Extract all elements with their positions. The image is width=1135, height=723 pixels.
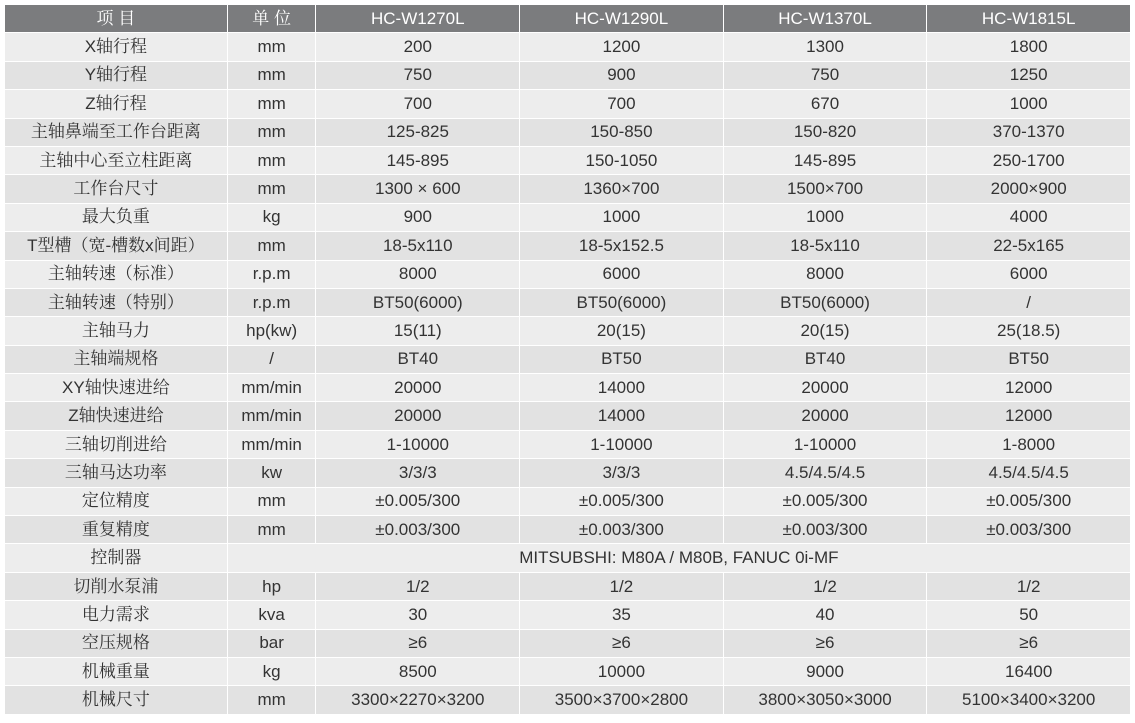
row-item-label: 最大负重	[5, 203, 228, 231]
row-value: ±0.003/300	[723, 516, 927, 544]
row-unit: mm	[227, 686, 316, 714]
row-item-label: 工作台尺寸	[5, 175, 228, 203]
row-unit: mm	[227, 487, 316, 515]
row-unit: mm	[227, 33, 316, 61]
row-value: ≥6	[927, 629, 1131, 657]
row-value: 3/3/3	[520, 459, 724, 487]
row-value: 1300	[723, 33, 927, 61]
table-row	[5, 61, 1131, 89]
row-unit: mm	[227, 146, 316, 174]
table-row	[5, 260, 1131, 288]
row-value: 6000	[520, 260, 724, 288]
row-value: 14000	[520, 402, 724, 430]
row-value: 20000	[316, 402, 520, 430]
table-row	[5, 232, 1131, 260]
header-model: HC-W1270L	[316, 5, 520, 33]
row-value: 750	[723, 61, 927, 89]
row-value: 1200	[520, 33, 724, 61]
row-value: /	[927, 288, 1131, 316]
table-row	[5, 686, 1131, 714]
table-row	[5, 601, 1131, 629]
row-item-label: 机械重量	[5, 657, 228, 685]
header-model: HC-W1815L	[927, 5, 1131, 33]
row-item-label: 三轴切削进给	[5, 430, 228, 458]
table-row	[5, 430, 1131, 458]
row-value: 12000	[927, 374, 1131, 402]
row-item-label: Y轴行程	[5, 61, 228, 89]
row-value: 700	[316, 90, 520, 118]
row-unit: mm	[227, 516, 316, 544]
row-item-label: 主轴转速（特别）	[5, 288, 228, 316]
row-unit: mm	[227, 118, 316, 146]
row-value: 20000	[316, 374, 520, 402]
row-value: 3/3/3	[316, 459, 520, 487]
row-unit: kva	[227, 601, 316, 629]
row-item-label: 电力需求	[5, 601, 228, 629]
row-value: 4000	[927, 203, 1131, 231]
row-value: 150-850	[520, 118, 724, 146]
row-value: 1-10000	[316, 430, 520, 458]
row-unit: kg	[227, 203, 316, 231]
row-value: 1360×700	[520, 175, 724, 203]
row-value: BT40	[723, 345, 927, 373]
row-value: 6000	[927, 260, 1131, 288]
table-row	[5, 374, 1131, 402]
table-row	[5, 33, 1131, 61]
row-value: 8000	[316, 260, 520, 288]
header-item: 项 目	[5, 5, 228, 33]
row-value: ≥6	[723, 629, 927, 657]
row-value: 700	[520, 90, 724, 118]
row-value: ±0.005/300	[927, 487, 1131, 515]
row-value: BT50	[520, 345, 724, 373]
table-row	[5, 146, 1131, 174]
row-value: 670	[723, 90, 927, 118]
row-value: 20(15)	[520, 317, 724, 345]
row-value: 200	[316, 33, 520, 61]
row-item-label: Z轴行程	[5, 90, 228, 118]
table-row	[5, 402, 1131, 430]
header-model: HC-W1370L	[723, 5, 927, 33]
row-item-label: XY轴快速进给	[5, 374, 228, 402]
row-value: 145-895	[316, 146, 520, 174]
row-value: 1800	[927, 33, 1131, 61]
row-value: 1300 × 600	[316, 175, 520, 203]
row-item-label: Z轴快速进给	[5, 402, 228, 430]
row-value: 1000	[723, 203, 927, 231]
row-value: 9000	[723, 657, 927, 685]
row-item-label: 重复精度	[5, 516, 228, 544]
row-value: 8500	[316, 657, 520, 685]
row-unit: mm/min	[227, 430, 316, 458]
row-value: ±0.003/300	[316, 516, 520, 544]
header-row	[5, 5, 1131, 33]
row-unit: mm/min	[227, 402, 316, 430]
row-value: 1250	[927, 61, 1131, 89]
row-value: 1500×700	[723, 175, 927, 203]
table-row	[5, 317, 1131, 345]
row-value: 1-10000	[520, 430, 724, 458]
row-item-label: T型槽（宽-槽数x间距）	[5, 232, 228, 260]
row-value: 30	[316, 601, 520, 629]
row-item-label: 控制器	[5, 544, 228, 572]
row-value: 50	[927, 601, 1131, 629]
spec-body	[5, 33, 1131, 714]
row-item-label: 主轴中心至立柱距离	[5, 146, 228, 174]
header-model: HC-W1290L	[520, 5, 724, 33]
table-row	[5, 175, 1131, 203]
row-value: 18-5x152.5	[520, 232, 724, 260]
row-value: 3800×3050×3000	[723, 686, 927, 714]
row-value: 1/2	[927, 572, 1131, 600]
row-unit: /	[227, 345, 316, 373]
table-row	[5, 516, 1131, 544]
row-value: 145-895	[723, 146, 927, 174]
table-row	[5, 544, 1131, 572]
row-value: 20(15)	[723, 317, 927, 345]
row-value: 1/2	[723, 572, 927, 600]
table-row	[5, 345, 1131, 373]
row-item-label: 切削水泵浦	[5, 572, 228, 600]
row-value: 15(11)	[316, 317, 520, 345]
row-value: 12000	[927, 402, 1131, 430]
row-value: 4.5/4.5/4.5	[723, 459, 927, 487]
spec-table	[4, 4, 1131, 715]
row-unit: bar	[227, 629, 316, 657]
row-unit: mm	[227, 175, 316, 203]
row-value: 18-5x110	[723, 232, 927, 260]
table-row	[5, 203, 1131, 231]
table-row	[5, 629, 1131, 657]
row-value: 16400	[927, 657, 1131, 685]
row-value: BT50(6000)	[520, 288, 724, 316]
row-item-label: 机械尺寸	[5, 686, 228, 714]
row-unit: kw	[227, 459, 316, 487]
row-item-label: 主轴鼻端至工作台距离	[5, 118, 228, 146]
row-value: 8000	[723, 260, 927, 288]
row-value: 125-825	[316, 118, 520, 146]
row-value: 900	[520, 61, 724, 89]
row-unit: kg	[227, 657, 316, 685]
row-value: ±0.005/300	[723, 487, 927, 515]
row-value: 900	[316, 203, 520, 231]
row-value: 250-1700	[927, 146, 1131, 174]
table-row	[5, 572, 1131, 600]
row-value: BT40	[316, 345, 520, 373]
row-value: ±0.005/300	[520, 487, 724, 515]
row-unit: r.p.m	[227, 260, 316, 288]
row-value: 370-1370	[927, 118, 1131, 146]
row-value: 10000	[520, 657, 724, 685]
row-value: 1/2	[520, 572, 724, 600]
table-row	[5, 487, 1131, 515]
row-item-label: X轴行程	[5, 33, 228, 61]
row-value: 4.5/4.5/4.5	[927, 459, 1131, 487]
row-unit: mm	[227, 90, 316, 118]
row-value: 2000×900	[927, 175, 1131, 203]
row-unit: mm	[227, 61, 316, 89]
row-value: 1/2	[316, 572, 520, 600]
row-value: 20000	[723, 402, 927, 430]
row-value: 150-820	[723, 118, 927, 146]
row-value: 1-8000	[927, 430, 1131, 458]
row-value: 20000	[723, 374, 927, 402]
row-value: 5100×3400×3200	[927, 686, 1131, 714]
row-value: 22-5x165	[927, 232, 1131, 260]
row-value: 40	[723, 601, 927, 629]
row-value: BT50(6000)	[723, 288, 927, 316]
row-item-label: 主轴马力	[5, 317, 228, 345]
row-unit: mm/min	[227, 374, 316, 402]
table-row	[5, 657, 1131, 685]
row-value: BT50(6000)	[316, 288, 520, 316]
header-unit: 单 位	[227, 5, 316, 33]
table-row	[5, 459, 1131, 487]
row-value: 1000	[520, 203, 724, 231]
row-value: 150-1050	[520, 146, 724, 174]
row-unit: mm	[227, 232, 316, 260]
row-value: 35	[520, 601, 724, 629]
row-item-label: 三轴马达功率	[5, 459, 228, 487]
row-item-label: 定位精度	[5, 487, 228, 515]
row-value: 25(18.5)	[927, 317, 1131, 345]
table-row	[5, 90, 1131, 118]
row-value: ±0.003/300	[927, 516, 1131, 544]
row-value: BT50	[927, 345, 1131, 373]
row-value: ≥6	[520, 629, 724, 657]
row-item-label: 空压规格	[5, 629, 228, 657]
row-value: 3500×3700×2800	[520, 686, 724, 714]
row-unit: hp(kw)	[227, 317, 316, 345]
row-value: ≥6	[316, 629, 520, 657]
row-value: 1-10000	[723, 430, 927, 458]
row-value: 750	[316, 61, 520, 89]
row-unit: hp	[227, 572, 316, 600]
row-value: 3300×2270×3200	[316, 686, 520, 714]
row-value: 1000	[927, 90, 1131, 118]
row-value: 14000	[520, 374, 724, 402]
row-value: 18-5x110	[316, 232, 520, 260]
row-value: ±0.003/300	[520, 516, 724, 544]
table-row	[5, 288, 1131, 316]
row-span-value: MITSUBSHI: M80A / M80B, FANUC 0i-MF	[227, 544, 1130, 572]
table-row	[5, 118, 1131, 146]
row-value: ±0.005/300	[316, 487, 520, 515]
row-item-label: 主轴端规格	[5, 345, 228, 373]
row-unit: r.p.m	[227, 288, 316, 316]
row-item-label: 主轴转速（标准）	[5, 260, 228, 288]
